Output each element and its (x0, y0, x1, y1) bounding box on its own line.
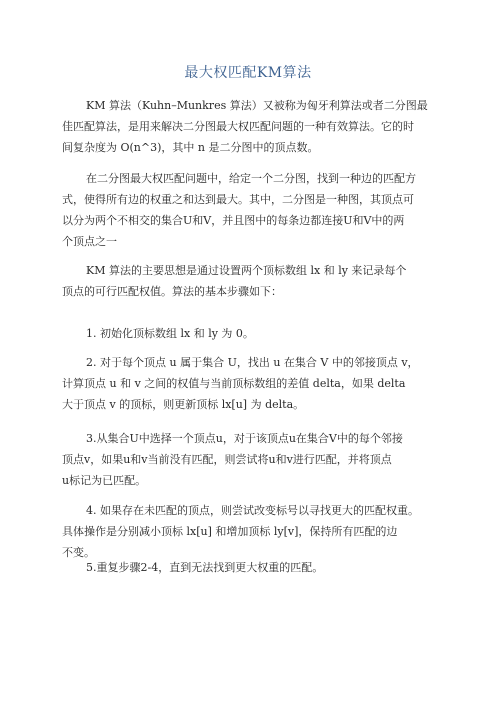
paragraph-line: 4. 如果存在未匹配的顶点，则尝试改变标号以寻找更大的匹配权重。 (86, 504, 419, 517)
paragraph-line: KM 算法（Kuhn–Munkres 算法）又被称为匈牙利算法或者二分图最 (86, 99, 428, 112)
document-title: 最大权匹配KM算法 (184, 65, 312, 81)
paragraph-line: 个顶点之一 (62, 235, 117, 248)
paragraph-line: 式，使得所有边的权重之和达到最大。其中，二分图是一种图，其顶点可 (62, 193, 414, 206)
paragraph-line: 顶点v，如果u和v当前没有匹配，则尝试将u和v进行匹配，并将顶点 (62, 453, 392, 466)
paragraph-line: 5.重复步骤2-4，直到无法找到更大权重的匹配。 (86, 561, 324, 574)
paragraph-main-idea (62, 260, 440, 302)
paragraph-line: 不变。 (62, 546, 95, 559)
paragraph-line: 大于顶点 v 的顶标，则更新顶标 lx[u] 为 delta。 (62, 398, 305, 411)
paragraph-line: 1. 初始化顶标数组 lx 和 ly 为 0。 (86, 327, 254, 340)
paragraph-line: 顶点的可行匹配权值。算法的基本步骤如下： (62, 285, 282, 298)
step-2 (62, 352, 440, 415)
step-5 (62, 557, 440, 578)
paragraph-line: 在二分图最大权匹配问题中，给定一个二分图，找到一种边的匹配方 (86, 172, 416, 185)
paragraph-line: KM 算法的主要思想是通过设置两个顶标数组 lx 和 ly 来记录每个 (86, 264, 407, 277)
paragraph-problem-definition (62, 168, 440, 252)
paragraph-line: 以分为两个不相交的集合U和V，并且图中的每条边都连接U和V中的两 (62, 214, 405, 227)
paragraph-line: 2. 对于每个顶点 u 属于集合 U，找出 u 在集合 V 中的邻接顶点 v， (86, 356, 419, 369)
paragraph-line: 佳匹配算法，是用来解决二分图最大权匹配问题的一种有效算法。它的时 (62, 120, 414, 133)
step-1 (62, 323, 440, 344)
paragraph-line: 具体操作是分别减小顶标 lx[u] 和增加顶标 ly[v]，保持所有匹配的边 (62, 525, 398, 538)
paragraph-km-intro (62, 95, 440, 158)
paragraph-line: 3.从集合U中选择一个顶点u，对于该顶点u在集合V中的每个邻接 (86, 432, 403, 445)
step-3 (62, 428, 440, 491)
paragraph-line: 计算顶点 u 和 v 之间的权值与当前顶标数组的差值 delta，如果 delta (62, 377, 406, 390)
paragraph-line: 间复杂度为 O(n^3)，其中 n 是二分图中的顶点数。 (62, 141, 319, 154)
paragraph-line: u标记为已匹配。 (62, 474, 147, 487)
step-4 (62, 500, 440, 563)
